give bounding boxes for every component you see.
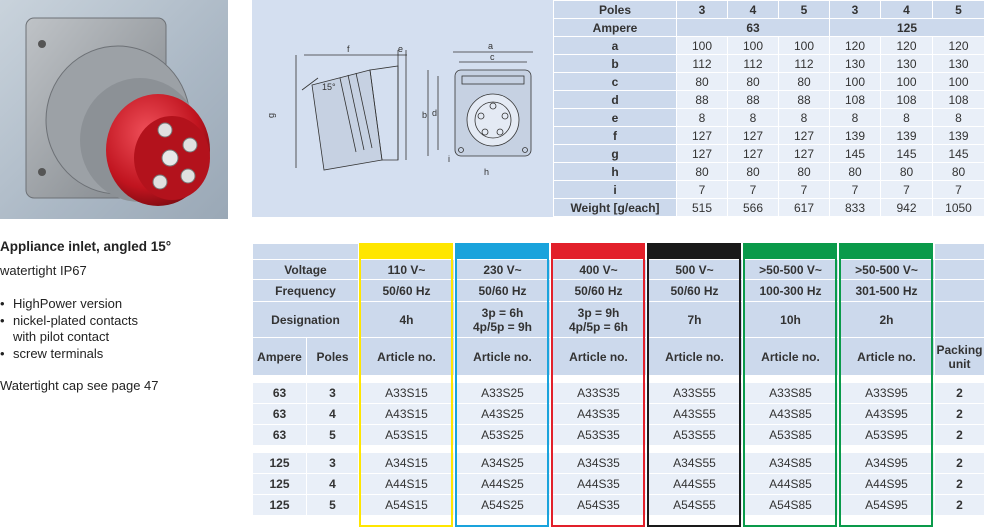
dimension-value: 130: [881, 55, 933, 73]
dimension-value: 7: [881, 181, 933, 199]
dimension-label: i: [554, 181, 677, 199]
article-number: A54S35: [551, 495, 647, 516]
dimension-row: [554, 181, 984, 199]
group-spacer: [253, 446, 984, 453]
dimension-value: 127: [779, 127, 830, 145]
dimension-value: 80: [677, 163, 728, 181]
ampere-row: [554, 19, 984, 37]
packing-header: [935, 338, 984, 376]
dimension-value: 80: [728, 73, 779, 91]
dimension-row: [554, 73, 984, 91]
frequency-row: [253, 280, 984, 302]
frequency-value: 301-500 Hz: [839, 280, 935, 302]
article-row: [253, 453, 984, 474]
article-number: A53S85: [743, 425, 839, 446]
article-number: A44S85: [743, 474, 839, 495]
ampere-header: Ampere: [253, 338, 307, 376]
article-row: [253, 383, 984, 404]
dimension-value: 7: [728, 181, 779, 199]
dim-label-f: f: [347, 44, 350, 54]
dimension-value: 112: [677, 55, 728, 73]
frequency-value: 50/60 Hz: [551, 280, 647, 302]
article-number: A54S85: [743, 495, 839, 516]
row-ampere: 63: [253, 404, 307, 425]
feature-list: [0, 296, 138, 362]
designation-line: 4p/5p = 6h: [568, 319, 629, 334]
designation-value: [455, 302, 551, 338]
dimension-value: 80: [779, 73, 830, 91]
article-header: Article no.: [839, 338, 935, 376]
article-row: [253, 404, 984, 425]
designation-line: 4p/5p = 9h: [472, 319, 533, 334]
article-number: A53S25: [455, 425, 551, 446]
watertight-cap-note: Watertight cap see page 47: [0, 378, 159, 393]
dimension-value: 120: [881, 37, 933, 55]
voltage-value: 400 V~: [551, 260, 647, 280]
poles-header: Poles: [307, 338, 359, 376]
feature-item-continuation: with pilot contact: [13, 329, 110, 344]
article-number: A54S95: [839, 495, 935, 516]
article-number: A44S25: [455, 474, 551, 495]
dimension-value: 145: [830, 145, 881, 163]
article-number: A53S55: [647, 425, 743, 446]
dimension-value: 942: [881, 199, 933, 217]
poles-row: [554, 1, 984, 19]
dimension-value: 617: [779, 199, 830, 217]
row-packing: 2: [935, 425, 984, 446]
dim-label-d: d: [432, 108, 438, 118]
dimension-value: 120: [830, 37, 881, 55]
row-packing: 2: [935, 404, 984, 425]
dimension-value: 100: [728, 37, 779, 55]
dim-label-b: b: [422, 110, 428, 120]
dimension-row: [554, 127, 984, 145]
row-poles: 4: [307, 404, 359, 425]
dimension-value: 130: [933, 55, 984, 73]
dimension-label: Weight [g/each]: [554, 199, 677, 217]
row-packing: 2: [935, 474, 984, 495]
dimension-value: 8: [779, 109, 830, 127]
dimension-value: 8: [677, 109, 728, 127]
packing-spacer: [935, 260, 984, 280]
row-ampere: 63: [253, 425, 307, 446]
packing-header-line: Packing: [936, 342, 983, 357]
dimension-value: 139: [881, 127, 933, 145]
dimension-value: 127: [728, 145, 779, 163]
voltage-value: >50-500 V~: [839, 260, 935, 280]
dimension-value: 108: [881, 91, 933, 109]
row-packing: 2: [935, 383, 984, 404]
dimension-value: 127: [779, 145, 830, 163]
article-row: [253, 425, 984, 446]
article-number: A33S95: [839, 383, 935, 404]
row-poles: 4: [307, 474, 359, 495]
dimension-label: a: [554, 37, 677, 55]
dimension-value: 112: [779, 55, 830, 73]
dimension-value: 100: [830, 73, 881, 91]
dimension-value: 88: [677, 91, 728, 109]
frequency-value: 100-300 Hz: [743, 280, 839, 302]
article-number: A43S55: [647, 404, 743, 425]
designation-line: 4h: [399, 312, 414, 327]
dimension-value: 7: [830, 181, 881, 199]
article-number: A33S85: [743, 383, 839, 404]
dimension-value: 100: [677, 37, 728, 55]
dim-label-angle: 15°: [322, 82, 336, 92]
designation-row: [253, 302, 984, 338]
article-number: A44S95: [839, 474, 935, 495]
color-strip-cell: [551, 244, 647, 260]
dimension-value: 145: [881, 145, 933, 163]
product-title: Appliance inlet, angled 15°: [0, 239, 172, 254]
designation-value: [647, 302, 743, 338]
article-number: A44S55: [647, 474, 743, 495]
article-number: A34S95: [839, 453, 935, 474]
dimension-value: 112: [728, 55, 779, 73]
article-number: A34S25: [455, 453, 551, 474]
article-row: [253, 474, 984, 495]
voltage-value: 110 V~: [359, 260, 455, 280]
dimension-label: g: [554, 145, 677, 163]
row-ampere: 63: [253, 383, 307, 404]
ampere-label: Ampere: [554, 19, 677, 37]
dimension-value: 833: [830, 199, 881, 217]
designation-value: [839, 302, 935, 338]
dimension-row: [554, 55, 984, 73]
article-table: [252, 243, 984, 516]
voltage-value: >50-500 V~: [743, 260, 839, 280]
dimension-value: 88: [728, 91, 779, 109]
dimension-value: 139: [933, 127, 984, 145]
designation-label: Designation: [253, 302, 359, 338]
article-number: A33S25: [455, 383, 551, 404]
dimension-value: 80: [728, 163, 779, 181]
dimension-label: c: [554, 73, 677, 91]
dimension-value: 7: [779, 181, 830, 199]
dimension-row: [554, 109, 984, 127]
color-strip-cell: [647, 244, 743, 260]
dim-label-i: i: [448, 154, 450, 164]
article-number: A43S35: [551, 404, 647, 425]
row-poles: 3: [307, 453, 359, 474]
poles-value: 3: [830, 1, 881, 19]
article-header: Article no.: [647, 338, 743, 376]
article-header: Article no.: [743, 338, 839, 376]
column-header-row: [253, 338, 984, 376]
frequency-value: 50/60 Hz: [359, 280, 455, 302]
product-subtitle: watertight IP67: [0, 263, 87, 278]
dimension-value: 108: [933, 91, 984, 109]
dimension-value: 566: [728, 199, 779, 217]
frequency-value: 50/60 Hz: [647, 280, 743, 302]
dimension-value: 7: [677, 181, 728, 199]
packing-spacer: [935, 302, 984, 338]
dimension-drawing: [252, 0, 553, 217]
dimension-value: 80: [677, 73, 728, 91]
dimension-label: b: [554, 55, 677, 73]
dimension-row: [554, 199, 984, 217]
article-header: Article no.: [455, 338, 551, 376]
dimension-value: 130: [830, 55, 881, 73]
article-number: A34S15: [359, 453, 455, 474]
row-ampere: 125: [253, 474, 307, 495]
dimension-value: 127: [677, 145, 728, 163]
dimension-value: 80: [779, 163, 830, 181]
poles-value: 4: [881, 1, 933, 19]
spacer-cell: [253, 376, 984, 383]
packing-spacer: [935, 280, 984, 302]
designation-line: 10h: [780, 312, 801, 327]
dimension-value: 8: [933, 109, 984, 127]
article-number: A53S95: [839, 425, 935, 446]
dim-label-a: a: [488, 41, 494, 51]
article-number: A34S35: [551, 453, 647, 474]
designation-line: 7h: [687, 312, 702, 327]
spacer-cell: [253, 446, 984, 453]
dimension-value: 8: [830, 109, 881, 127]
row-packing: 2: [935, 495, 984, 516]
article-number: A43S95: [839, 404, 935, 425]
color-strip-cell: [839, 244, 935, 260]
dimension-value: 100: [881, 73, 933, 91]
article-header: Article no.: [551, 338, 647, 376]
poles-value: 5: [779, 1, 830, 19]
dimension-label: d: [554, 91, 677, 109]
dimension-label: f: [554, 127, 677, 145]
article-number: A54S55: [647, 495, 743, 516]
dim-label-e: e: [398, 44, 404, 54]
poles-label: Poles: [554, 1, 677, 19]
dimension-table: [553, 0, 984, 217]
ampere-value: 63: [677, 19, 830, 37]
article-number: A33S35: [551, 383, 647, 404]
article-number: A54S15: [359, 495, 455, 516]
voltage-label: Voltage: [253, 260, 359, 280]
article-number: A33S15: [359, 383, 455, 404]
dimension-value: 7: [933, 181, 984, 199]
dimension-value: 80: [830, 163, 881, 181]
article-number: A33S55: [647, 383, 743, 404]
dimension-value: 88: [779, 91, 830, 109]
dim-label-g: g: [266, 112, 276, 118]
packing-header-line: unit: [948, 356, 971, 371]
feature-item: • nickel-plated contacts: [0, 313, 138, 330]
strip-spacer: [253, 244, 359, 260]
article-number: A43S85: [743, 404, 839, 425]
dimension-value: 100: [779, 37, 830, 55]
article-number: A43S15: [359, 404, 455, 425]
article-number: A44S15: [359, 474, 455, 495]
row-poles: 3: [307, 383, 359, 404]
color-strip-cell: [455, 244, 551, 260]
article-number: A34S85: [743, 453, 839, 474]
dimension-value: 127: [728, 127, 779, 145]
article-number: A34S55: [647, 453, 743, 474]
dimension-value: 120: [933, 37, 984, 55]
designation-value: [359, 302, 455, 338]
dimension-value: 108: [830, 91, 881, 109]
dimension-row: [554, 145, 984, 163]
dimension-label: h: [554, 163, 677, 181]
article-row: [253, 495, 984, 516]
row-ampere: 125: [253, 453, 307, 474]
dimension-value: 8: [881, 109, 933, 127]
dimension-value: 1050: [933, 199, 984, 217]
dimension-value: 100: [933, 73, 984, 91]
dimension-row: [554, 37, 984, 55]
feature-item: • HighPower version: [0, 296, 138, 313]
article-header: Article no.: [359, 338, 455, 376]
strip-spacer: [935, 244, 984, 260]
designation-line: 2h: [879, 312, 894, 327]
dimension-value: 139: [830, 127, 881, 145]
article-number: A43S25: [455, 404, 551, 425]
dimension-value: 127: [677, 127, 728, 145]
frequency-value: 50/60 Hz: [455, 280, 551, 302]
article-number: A44S35: [551, 474, 647, 495]
dim-label-c: c: [490, 52, 495, 62]
voltage-value: 500 V~: [647, 260, 743, 280]
color-strip-row: [253, 244, 984, 260]
designation-value: [743, 302, 839, 338]
dimension-value: 515: [677, 199, 728, 217]
designation-line: 3p = 9h: [577, 305, 620, 320]
row-packing: 2: [935, 453, 984, 474]
frequency-label: Frequency: [253, 280, 359, 302]
row-ampere: 125: [253, 495, 307, 516]
product-photo: [0, 0, 228, 219]
poles-value: 4: [728, 1, 779, 19]
ampere-value: 125: [830, 19, 984, 37]
color-strip-cell: [743, 244, 839, 260]
designation-line: 3p = 6h: [481, 305, 524, 320]
dimension-value: 80: [933, 163, 984, 181]
designation-value: [551, 302, 647, 338]
group-spacer: [253, 376, 984, 383]
dimension-row: [554, 91, 984, 109]
article-number: A54S25: [455, 495, 551, 516]
poles-value: 5: [933, 1, 984, 19]
voltage-row: [253, 260, 984, 280]
dimension-row: [554, 163, 984, 181]
color-strip-cell: [359, 244, 455, 260]
dimension-value: 145: [933, 145, 984, 163]
dim-label-h: h: [484, 167, 490, 177]
poles-value: 3: [677, 1, 728, 19]
row-poles: 5: [307, 495, 359, 516]
dimension-label: e: [554, 109, 677, 127]
feature-item: • screw terminals: [0, 346, 138, 363]
voltage-value: 230 V~: [455, 260, 551, 280]
dimension-value: 8: [728, 109, 779, 127]
article-number: A53S35: [551, 425, 647, 446]
dimension-value: 80: [881, 163, 933, 181]
row-poles: 5: [307, 425, 359, 446]
article-number: A53S15: [359, 425, 455, 446]
